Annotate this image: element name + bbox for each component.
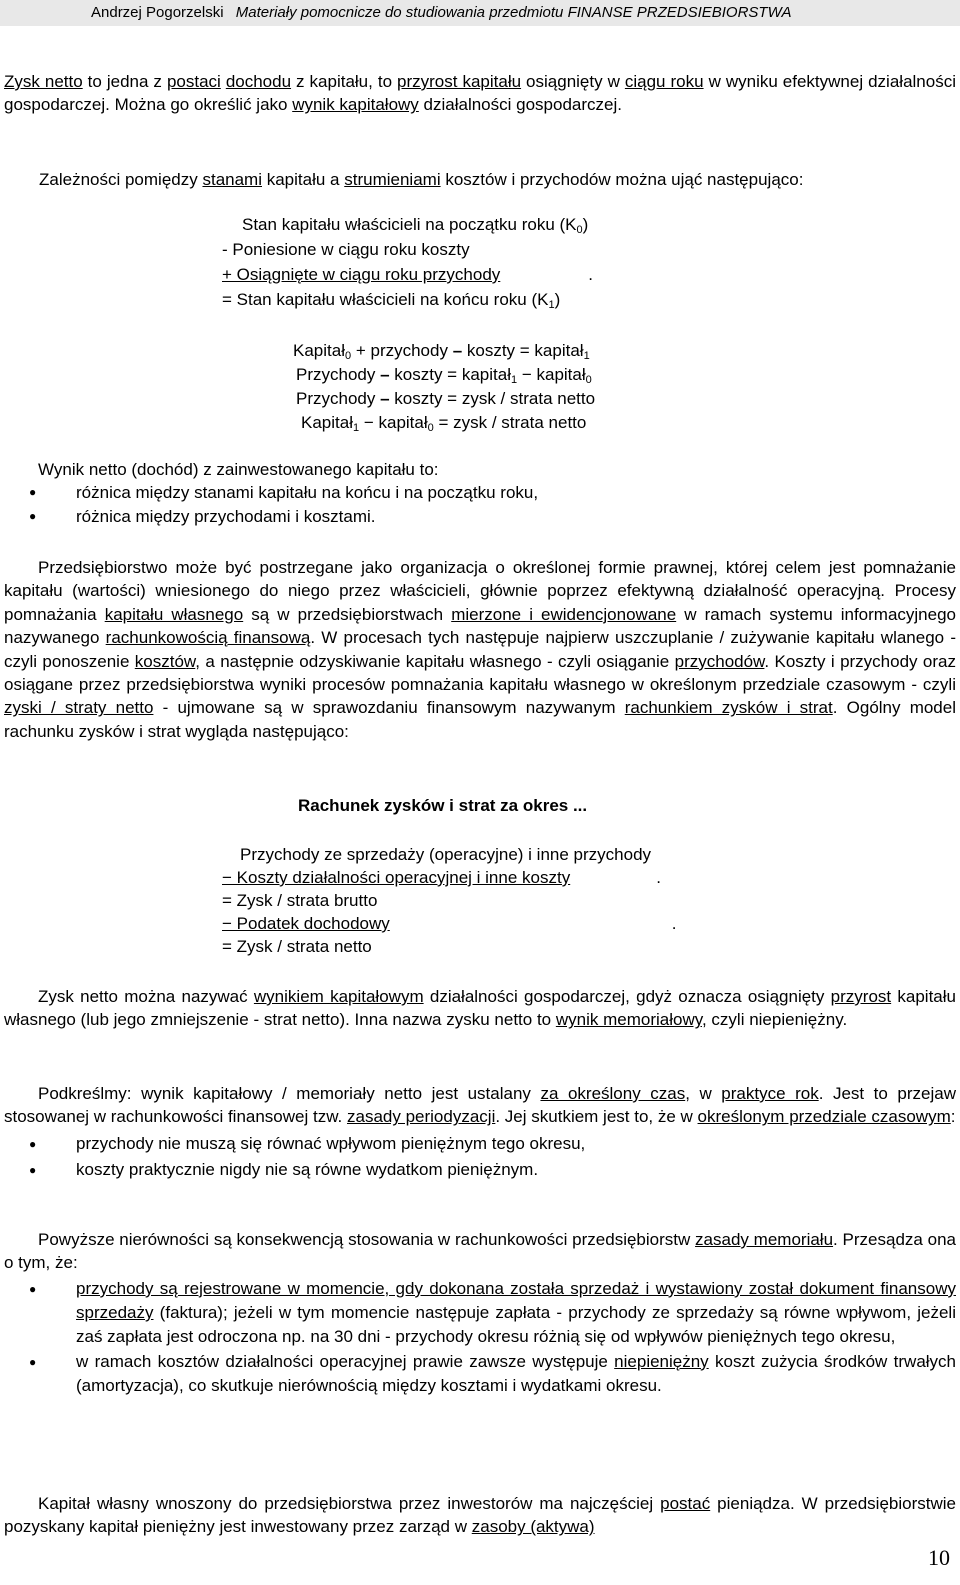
paragraph-wynik-netto [4,458,956,528]
equation-line: Kapitał$_0$ + przychody – koszty = kapitał$_1$ [293,341,590,362]
list-item: ● przychody są rejestrowane w momencie, gdy dokonana została sprzedaż i wystawiony został dokument finansowy sprzedaży (faktura); jeżeli w tym momencie następuje zapłata - przychody ze sprzedaży są równe wpływom, jeżeli zaś zapłata jest odroczona np. na 30 dni - przychody okresu różnią się od wpływów pieniężnych tego okresu, [4,1277,956,1350]
paragraph-wynik-kapitalowy: Zysk netto można nazywać wynikiem kapitałowym działalności gospodarczej, gdyż oznacza osiągnięty przyrost kapitału własnego (lub jego zmniejszenie - strat netto). Inna nazwa zysku netto to wynik memoriałowy, czyli niepieniężny. [4,987,956,1030]
paragraph-memorial [4,1228,956,1398]
page-number: 10 [928,1545,950,1570]
header-subtitle: Materiały pomocnicze do studiowania przedmiotu FINANSE PRZEDSIEBIORSTWA [235,4,792,21]
bullet-list [4,1277,956,1398]
list-item: ● koszty praktycznie nigdy nie są równe wydatkom pieniężnym. [4,1157,956,1183]
equation-line: Kapitał$_1$ − kapitał$_0$ = zysk / strata netto [301,413,587,434]
list-item: ● w ramach kosztów działalności operacyjnej prawie zawsze występuje niepieniężny koszt zużycia środków trwałych (amortyzacja), co skutkuje nierównością między kosztami i wydatkami okresu. [4,1350,956,1399]
equation-line: Przychody – koszty = zysk / strata netto [296,389,596,408]
statement-line: − Koszty działalności operacyjnej i inne koszty . [222,868,661,887]
list-intro: Wynik netto (dochód) z zainwestowanego kapitału to: [38,460,439,479]
list-item: ● przychody nie muszą się równać wpływom pieniężnym tego okresu, [4,1131,956,1157]
statement-line: Przychody ze sprzedaży (operacyjne) i inne przychody [240,845,652,864]
bullet-list [4,1131,956,1183]
formula-line: + Osiągnięte w ciągu roku przychody . [222,265,594,284]
paragraph-podkreslmy [4,1082,956,1183]
paragraph-zysk-netto: Zysk netto to jedna z postaci dochodu z kapitału, to przyrost kapitału osiągnięty w ciągu roku w wyniku efektywnej działalności gospodarczej. Można go określić jako wynik kapitałowy działalności gospodarczej. [4,72,956,115]
paragraph-text: Powyższe nierówności są konsekwencją stosowania w rachunkowości przedsiębiorstw zasady memoriału. Przesądza ona o tym, że: [4,1230,956,1273]
formula-line: Stan kapitału właścicieli na początku roku $(K_0)$ [242,215,589,236]
statement-line: = Zysk / strata netto [222,937,372,956]
equation-line: Przychody – koszty = kapitał$_1$ − kapitał$_0$ [296,365,592,386]
page-header [0,0,960,26]
paragraph-przedsiebiorstwo: Przedsiębiorstwo może być postrzegane jako organizacja o określonej formie prawnej, której celem jest pomnażanie kapitału (wartości) wniesionego do niego przez właścicieli, głównie poprzez efektywną działalność operacyjną. Procesy pomnażania kapitału własnego są w przedsiębiorstwach mierzone i ewidencjonowane w ramach systemu informacyjnego nazywanego rachunkowością finansową. W procesach tych następuje najpierw uszczuplanie / zużywanie kapitału wlanego - czyli ponoszenie kosztów, a następnie odzyskiwanie kapitału własnego - czyli osiąganie przychodów. Koszty i przychody oraz osiągane przez przedsiębiorstwa wyniki procesów pomnażania kapitału własnego w określonym przedziale czasowym - czyli zyski / straty netto - ujmowane są w sprawozdaniu finansowym nazywanym rachunkiem zysków i strat. Ogólny model rachunku zysków i strat wygląda następująco: [4,558,956,741]
formula-line: - Poniesione w ciągu roku koszty [222,240,470,259]
statement-line: − Podatek dochodowy . [222,914,677,933]
header-author: Andrzej Pogorzelski [91,4,224,21]
list-item: ● różnica między stanami kapitału na końcu i na początku roku, [4,481,956,504]
income-statement-title: Rachunek zysków i strat za okres ... [298,796,588,815]
paragraph-zaleznosci: Zależności pomiędzy stanami kapitału a strumieniami kosztów i przychodów można ująć następująco: [39,170,804,189]
paragraph-kapital-wlasny: Kapitał własny wnoszony do przedsiębiorstwa przez inwestorów ma najczęściej postać pieniądza. W przedsiębiorstwie pozyskany kapitał pieniężny jest inwestowany przez zarząd w zasoby (aktywa) [4,1494,956,1537]
statement-line: = Zysk / strata brutto [222,891,378,910]
list-item: ● różnica między przychodami i kosztami. [4,505,956,528]
bullet-list [4,481,956,528]
paragraph-text: Podkreślmy: wynik kapitałowy / memoriały netto jest ustalany za określony czas, w praktyce rok. Jest to przejaw stosowanej w rachunkowości finansowej tzw. zasady periodyzacji. Jej skutkiem jest to, że w określonym przedziale czasowym: [4,1084,956,1127]
formula-line: = Stan kapitału właścicieli na końcu roku $(K_1)$ [222,290,561,311]
